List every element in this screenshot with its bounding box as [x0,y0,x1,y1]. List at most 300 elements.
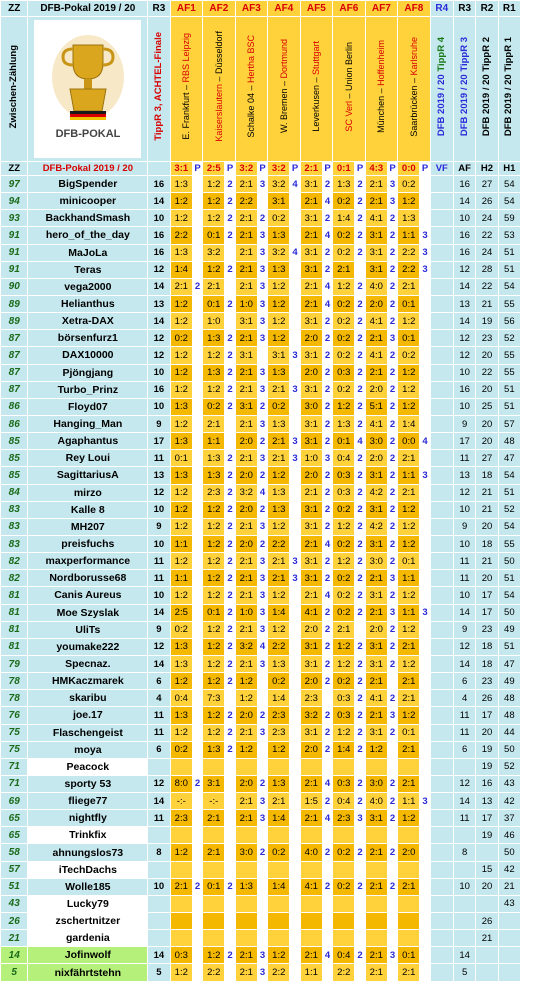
row-r4 [430,638,453,655]
row-points: 3 [387,176,397,193]
row-tip: 2:1 [300,278,322,295]
row-tip: 1:1 [203,433,225,450]
row-tip: 1:2 [170,313,192,330]
row-tip: 1:3 [268,655,290,672]
row-points: 2 [225,878,235,895]
row-tip: 1:2 [203,261,225,278]
row-points [387,964,397,981]
table-row [1,433,521,450]
row-tip: 1:3 [398,210,420,227]
row-h2: 26 [476,913,498,930]
row-points [290,707,300,724]
row-af [453,827,475,844]
result-7: 4:3 [365,162,387,176]
row-h2: 19 [476,741,498,758]
row-tip [333,913,355,930]
row-tip: 0:3 [333,707,355,724]
row-tip: 3:1 [365,501,387,518]
row-tip: 1:1 [398,227,420,244]
row-tip: 3:0 [235,844,257,861]
row-tip: 2:1 [365,364,387,381]
row-h1: 44 [498,724,520,741]
row-tip: 3:0 [365,775,387,792]
row-r3: 17 [148,433,170,450]
row-tip: 2:1 [300,295,322,312]
row-tip: 1:0 [300,450,322,467]
row-h1: 55 [498,364,520,381]
row-points: 2 [355,484,365,501]
row-zz: 81 [1,587,28,604]
row-h1: 54 [498,587,520,604]
row-tip [170,895,192,912]
row-points [290,587,300,604]
row-points: 3 [387,570,397,587]
p-label-5: P [324,163,331,174]
row-name: sporty 53 [28,775,148,792]
row-r4 [430,381,453,398]
row-points [257,193,267,210]
match-1-away: RBS Leipzig [181,33,192,83]
row-r3: 8 [148,844,170,861]
sub-af: AF [453,162,475,176]
row-points: 2 [192,775,202,792]
row-tip: 0:4 [170,690,192,707]
row-tip: 1:2 [203,947,225,964]
row-tip: 3:0 [300,398,322,415]
row-points: 2 [355,655,365,672]
row-tip: 1:2 [268,295,290,312]
row-points: 4 [322,193,332,210]
row-tip: 0:1 [398,330,420,347]
row-zz: 91 [1,261,28,278]
row-tip [333,930,355,947]
row-name: nightfly [28,810,148,827]
row-points [192,261,202,278]
row-points: 3 [257,724,267,741]
row-r4 [430,707,453,724]
row-points [387,758,397,775]
row-points: 3 [257,570,267,587]
row-tip: 1:4 [268,878,290,895]
row-points [192,484,202,501]
row-tip: 2:0 [398,844,420,861]
row-name: Kalle 8 [28,501,148,518]
row-r3: 6 [148,741,170,758]
row-zz: 43 [1,895,28,912]
row-tip [365,930,387,947]
row-tip: 2:2 [398,244,420,261]
row-points: 2 [257,501,267,518]
row-points: 2 [387,364,397,381]
row-r3: 12 [148,261,170,278]
row-points [192,313,202,330]
row-points: 2 [322,844,332,861]
row-points: 2 [355,381,365,398]
row-tip: 2:0 [235,433,257,450]
row-zz: 90 [1,278,28,295]
row-zz: 89 [1,295,28,312]
row-points [387,861,397,878]
row-points [355,758,365,775]
r4-header: R4 [430,1,453,17]
row-tip: 3:1 [300,553,322,570]
row-tip: 2:2 [170,227,192,244]
row-points: 2 [225,724,235,741]
row-tip: 2:2 [268,964,290,981]
row-tip: 1:2 [333,553,355,570]
row-tip: 1:2 [203,193,225,210]
row-tip [300,827,322,844]
row-tip: 0:3 [333,467,355,484]
row-name: Flaschengeist [28,724,148,741]
row-zz: 82 [1,553,28,570]
row-tip [333,827,355,844]
row-tip: 4:1 [300,604,322,621]
row-tip: 1:2 [398,381,420,398]
row-h1: 54 [498,193,520,210]
row-points: 2 [322,364,332,381]
row-h2: 23 [476,330,498,347]
row-h1 [498,947,520,964]
row-points [225,758,235,775]
row-points: 3 [257,330,267,347]
row-tip: 1:2 [268,278,290,295]
row-tip: 1:2 [398,518,420,535]
row-r4 [430,690,453,707]
row-r4 [430,433,453,450]
row-h1: 54 [498,278,520,295]
row-af: 11 [453,450,475,467]
row-r4 [430,415,453,432]
row-tip: 2:1 [203,415,225,432]
row-points: 2 [225,535,235,552]
row-name: Canis Aureus [28,587,148,604]
row-tip: 3:1 [300,347,322,364]
row-points [257,861,267,878]
row-tip: 3:1 [300,724,322,741]
row-points: 2 [355,587,365,604]
row-points: 3 [257,261,267,278]
row-tip: 2:1 [268,570,290,587]
table-row [1,278,521,295]
row-name: MaJoLa [28,244,148,261]
row-h1: 50 [498,741,520,758]
match-3-home: Schalke 04 [246,93,257,138]
row-tip: 2:0 [300,330,322,347]
row-tip: 4:1 [365,313,387,330]
row-zz: 91 [1,227,28,244]
row-tip [268,861,290,878]
row-h1: 49 [498,621,520,638]
row-points: 2 [225,193,235,210]
row-tip: 2:0 [300,364,322,381]
row-r3: 10 [148,587,170,604]
row-points [225,930,235,947]
row-points: 2 [257,707,267,724]
logo-cell [28,17,148,162]
row-r4 [430,604,453,621]
table-row [1,947,521,964]
row-tip: 2:1 [365,176,387,193]
row-points [290,193,300,210]
row-tip [300,861,322,878]
row-tip: 2:2 [333,964,355,981]
row-tip [203,895,225,912]
row-h1: 59 [498,210,520,227]
row-points [192,604,202,621]
row-tip: 2:0 [235,501,257,518]
row-points [290,261,300,278]
row-name: zschertnitzer [28,913,148,930]
row-h1: 37 [498,810,520,827]
row-h1: 42 [498,793,520,810]
row-points: 2 [355,604,365,621]
row-tip: 1:4 [398,415,420,432]
row-points [192,621,202,638]
row-name: Xetra-DAX [28,313,148,330]
row-points: 2 [387,227,397,244]
row-zz: 81 [1,638,28,655]
row-zz: 87 [1,347,28,364]
row-points: 2 [225,673,235,690]
row-points: 2 [225,518,235,535]
row-r4 [430,398,453,415]
row-tip: 1:3 [170,244,192,261]
row-tip: 1:2 [333,724,355,741]
row-h2: 20 [476,415,498,432]
row-points: 2 [387,261,397,278]
table-row [1,193,521,210]
row-tip: 2:1 [398,278,420,295]
row-h2 [476,895,498,912]
row-zz: 57 [1,861,28,878]
row-points: 2 [355,364,365,381]
row-points [420,673,430,690]
row-points: 2 [387,347,397,364]
row-points: 2 [355,450,365,467]
row-points [290,827,300,844]
row-points: 2 [355,518,365,535]
row-tip: 2:1 [398,741,420,758]
row-name: youmake222 [28,638,148,655]
row-tip [398,930,420,947]
match-1: E. Frankfurt – RBS Leipzig [170,17,203,162]
match-5-home: Leverkusen [311,85,322,132]
row-h2: 19 [476,827,498,844]
row-points [192,793,202,810]
match-6: SC Verl – Union Berlin [333,17,366,162]
row-r4 [430,655,453,672]
row-name: Teras [28,261,148,278]
row-name: Lucky79 [28,895,148,912]
row-points: 3 [257,793,267,810]
row-tip: 1:2 [235,673,257,690]
row-points: 3 [387,947,397,964]
row-tip: 3:1 [365,261,387,278]
row-h1: 43 [498,895,520,912]
row-af: 14 [453,655,475,672]
row-tip: 3:1 [300,433,322,450]
row-tip: 2:3 [300,690,322,707]
row-points: 2 [322,415,332,432]
row-r4 [430,878,453,895]
row-h1: 21 [498,878,520,895]
row-points: 2 [322,878,332,895]
dfb-r4-title: DFB 2019 / 20 [435,74,447,137]
row-tip [365,913,387,930]
row-name: mirzo [28,484,148,501]
row-name: Peacock [28,758,148,775]
row-tip: 1:2 [170,193,192,210]
row-points [290,604,300,621]
row-tip: 2:1 [365,964,387,981]
row-zz: 86 [1,415,28,432]
row-points: 2 [322,501,332,518]
row-tip: 1:2 [398,707,420,724]
row-h2: 22 [476,364,498,381]
row-tip: 3:2 [300,707,322,724]
dfb-r3-tipp: TippR 3 [458,36,470,72]
af3-header: AF3 [235,1,268,17]
row-tip [170,758,192,775]
row-af: 11 [453,570,475,587]
row-af: 10 [453,535,475,552]
row-tip: 2:0 [235,775,257,792]
row-tip: 1:2 [268,947,290,964]
row-points: 2 [387,433,397,450]
row-tip: 2:1 [203,844,225,861]
row-points: 2 [225,707,235,724]
row-points [257,673,267,690]
row-h2: 18 [476,535,498,552]
row-h1: 53 [498,227,520,244]
row-tip: 0:2 [333,570,355,587]
match-2-home: Kaiserslautern [213,84,224,142]
row-points [322,827,332,844]
row-tip: -:- [203,793,225,810]
sub-r3 [148,162,170,176]
row-points [290,535,300,552]
row-points [192,518,202,535]
row-points [355,861,365,878]
table-row [1,381,521,398]
row-points [225,827,235,844]
trophy-icon [38,25,138,153]
row-h2: 18 [476,655,498,672]
row-r3: 11 [148,570,170,587]
table-row [1,330,521,347]
row-tip [398,758,420,775]
row-r4 [430,364,453,381]
table-row [1,553,521,570]
row-points: 2 [322,244,332,261]
row-points: 2 [355,793,365,810]
row-tip: 1:4 [333,210,355,227]
table-row [1,844,521,861]
tipp-r3-label: TippR 3, ACHTEL-Finale [152,32,164,141]
row-af: 12 [453,638,475,655]
row-tip [398,895,420,912]
row-points: 2 [387,501,397,518]
row-tip: 2:2 [203,964,225,981]
row-tip: 2:1 [365,570,387,587]
row-tip: 2:3 [268,707,290,724]
row-points: 2 [322,210,332,227]
row-tip: 0:2 [333,381,355,398]
row-points [225,244,235,261]
row-h2: 27 [476,450,498,467]
table-row [1,810,521,827]
row-af: 16 [453,227,475,244]
row-tip: 1:2 [398,655,420,672]
row-tip: 0:3 [333,364,355,381]
row-tip: 1:2 [268,621,290,638]
row-points [290,330,300,347]
row-tip: 1:3 [170,176,192,193]
row-points [225,844,235,861]
table-row [1,518,521,535]
row-points [420,450,430,467]
row-points: 2 [322,484,332,501]
row-tip: 4:1 [300,878,322,895]
row-points [290,895,300,912]
row-tip: 0:2 [333,193,355,210]
dfb-r1-title: DFB 2019 / 20 [503,74,515,137]
row-tip: 1:2 [203,673,225,690]
row-tip: 0:2 [333,244,355,261]
row-points [225,895,235,912]
row-points: 2 [387,467,397,484]
row-r4 [430,895,453,912]
row-af: 11 [453,553,475,570]
row-points: 4 [322,947,332,964]
row-af: 8 [453,844,475,861]
row-tip [235,895,257,912]
row-tip: 2:1 [398,775,420,792]
row-points [225,964,235,981]
row-tip: 2:1 [300,775,322,792]
row-points [225,810,235,827]
row-tip: 1:2 [203,381,225,398]
row-tip: 1:1 [170,535,192,552]
row-tip: 2:3 [333,810,355,827]
row-tip: 3:1 [365,467,387,484]
row-h2: 20 [476,518,498,535]
row-tip: 1:2 [170,295,192,312]
row-tip: 4:2 [365,484,387,501]
table-row [1,758,521,775]
row-tip: 3:0 [365,553,387,570]
row-tip: 1:3 [268,227,290,244]
af5-header: AF5 [300,1,333,17]
row-tip: 0:2 [268,398,290,415]
row-tip: 0:1 [333,433,355,450]
row-points [322,895,332,912]
row-h2: 20 [476,381,498,398]
row-points [420,518,430,535]
row-r3: 14 [148,604,170,621]
row-points [387,913,397,930]
row-h1: 48 [498,707,520,724]
match-8-away: Karlsruhe [408,36,419,76]
row-zz: 87 [1,364,28,381]
row-points: 2 [257,467,267,484]
row-points: 3 [420,227,430,244]
row-zz: 85 [1,433,28,450]
row-af: 14 [453,313,475,330]
row-tip: 1:4 [170,261,192,278]
row-points [192,210,202,227]
